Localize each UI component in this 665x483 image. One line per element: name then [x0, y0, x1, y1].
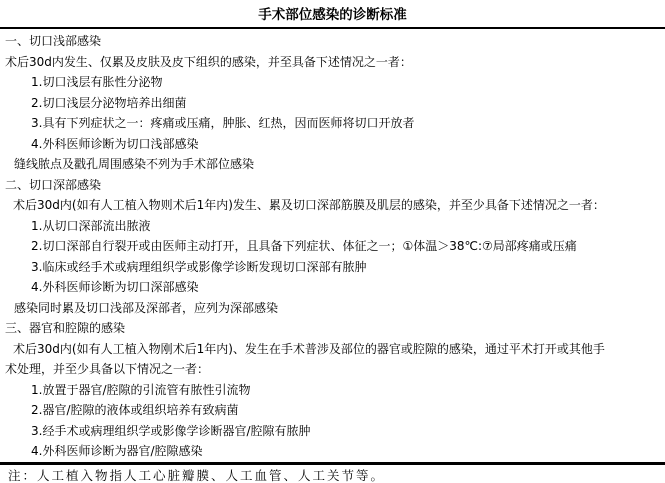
text-line: 1.从切口深部流出脓液 — [31, 218, 151, 233]
text-line: 术后30d内发生、仅累及皮肤及皮下组织的感染，并至具备下述情况之一者： — [5, 54, 412, 69]
text-line: 2.切口深部自行裂开或由医师主动打开，且具备下列症状、体征之一；①体温＞38℃:⑦局部疼痛或压痛 — [31, 239, 577, 253]
text-line: 术后30d内(如有人工植入物则术后1年内)发生、累及切口深部筋膜及肌层的感染，并至少具备下述情况之一者： — [13, 198, 605, 212]
text-line: 一、切口浅部感染 — [5, 34, 102, 48]
text-line: 2.切口浅层分泌物培养出细菌 — [31, 95, 187, 110]
text-line: 4.外科医师诊断为切口深部感染 — [31, 280, 199, 294]
text-line: 3.经手术或病理组织学或影像学诊断器官/腔隙有脓肿 — [31, 423, 311, 438]
text-line: 2.器官/腔隙的液体或组织培养有致病菌 — [31, 403, 239, 417]
text-line: 3.具有下列症状之一：疼痛或压痛，肿胀、红热，因而医师将切口开放者 — [31, 116, 415, 130]
text-line: 术处理，并至少具备以下情况之一者： — [5, 362, 210, 376]
text-line: 缝线脓点及戳孔周围感染不列为手术部位感染 — [14, 157, 255, 171]
document-title: 手术部位感染的诊断标准 — [258, 7, 407, 23]
footnote: 注：人工植入物指人工心脏瓣膜、人工血管、人工关节等。 — [8, 467, 386, 483]
text-line: 术后30d内(如有人工植入物刚术后1年内)、发生在手术普涉及部位的器官或腔隙的感染，通过平术打开或其他手 — [13, 341, 605, 356]
text-line: 3.临床或经手术或病理组织学或影像学诊断发现切口深部有脓肿 — [31, 259, 367, 274]
text-line: 1.放置于器官/腔隙的引流管有脓性引流物 — [31, 382, 251, 397]
text-line: 感染同时累及切口浅部及深部者，应列为深部感染 — [14, 300, 279, 315]
text-line: 二、切口深部感染 — [5, 177, 102, 192]
document-body — [0, 29, 665, 462]
text-line: 4.外科医师诊断为切口浅部感染 — [31, 136, 199, 151]
text-line: 三、器官和腔隙的感染 — [5, 321, 126, 335]
text-line: 1.切口浅层有胀性分泌物 — [31, 75, 163, 89]
text-line: 4.外科医师诊断为器官/腔隙感染 — [31, 444, 203, 458]
